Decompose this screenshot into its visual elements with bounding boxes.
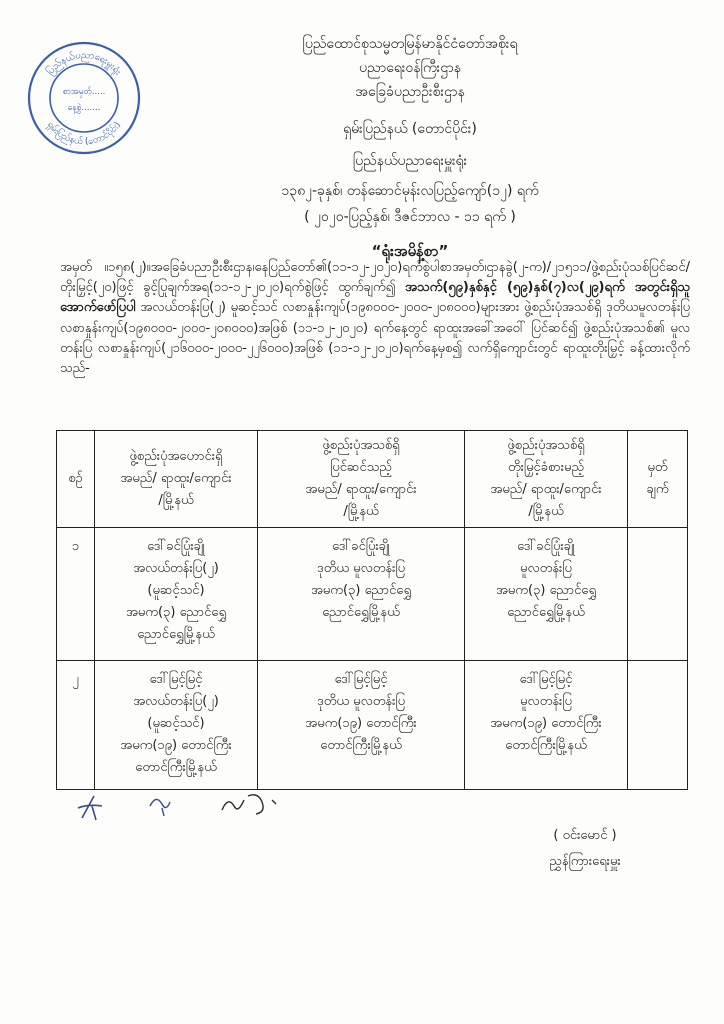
table-row (57, 528, 688, 661)
table-row (57, 661, 688, 790)
document-title: “ရုံးအမိန့်စာ” (371, 242, 449, 260)
stamp-line-2: နေ့စွဲ....... (67, 103, 101, 113)
signer-title: ညွှန်ကြားရေးမှူး (549, 854, 621, 869)
cell-promoted-structure: ဒေါ်ခင်ပြုံးချို မူလတန်းပြ အမက(၃) ညောင်ရွှေ ညောင်ရွှေမြို့နယ် (465, 528, 628, 661)
header-government: ပြည်ထောင်စုသမ္မတမြန်မာနိုင်ငံတော်အစိုးရ (302, 36, 518, 52)
header-amended-structure: ဖွဲ့စည်းပုံအသစ်ရှိ ပြင်ဆင်သည့် အမည်/ ရာထူး/ကျောင်း /မြို့နယ် (258, 431, 465, 528)
signer-name: ( ဝင်းမောင် ) (553, 828, 617, 843)
header-old-structure: ဖွဲ့စည်းပုံအဟောင်းရှိ အမည်/ ရာထူး/ကျောင်း /မြို့နယ် (95, 431, 258, 528)
cell-amended-structure: ဒေါ်မြင့်မြင့် ဒုတိယ မူလတန်းပြ အမက(၁၉) တောင်ကြီး တောင်ကြီးမြို့နယ် (258, 661, 465, 790)
office-stamp (26, 40, 142, 156)
cell-old-structure: ဒေါ်မြင့်မြင့် အလယ်တန်းပြ(၂) (မူဆင့်သင်) အမက(၁၉) တောင်ကြီး တောင်ကြီးမြို့နယ် (95, 661, 258, 790)
header-remarks: မှတ် ချက် (628, 431, 688, 528)
cell-remarks (628, 661, 688, 790)
cell-old-structure: ဒေါ်ခင်ပြုံးချို အလယ်တန်းပြ(၂) (မူဆင့်သင်) အမက(၃) ညောင်ရွှေ ညောင်ရွှေမြို့နယ် (95, 528, 258, 661)
promotion-table (56, 430, 688, 790)
order-text-part-1: အမှတ် ။၁၅၈(၂)။အခြေခံပညာဦးစီးဌာန၊နေပြည်တော်၏(၁၁-၁၂-၂၀၂၀)ရက်စွဲပါစာအမှတ်၊ဌာနခွဲ(၂-က)/၂၁၅၁၁/ဖွဲ့စည်းပုံသစ်ပြင်ဆင်/တိုးမြှင့်(၂၀)ဖြင့် ခွင့်ပြုချက်အရ(၁၁-၁၂-၂၀၂၀)ရက်စွဲဖြင့် ထွက်ချက်၍ (60, 260, 690, 296)
cell-serial: ၂ (57, 661, 95, 790)
header-myanmar-date: ၁၃၈၂-ခုနှစ်၊ တန်ဆောင်မုန်းလပြည့်ကျော်(၁၂) ရက် (281, 183, 539, 199)
order-paragraph (60, 258, 690, 379)
header-gregorian-date: ( ၂၀၂၀-ပြည့်နှစ်၊ ဒီဇင်ဘာလ - ၁၁ ရက် ) (304, 209, 516, 225)
stamp-text-top: ပြည်နယ်ပညာရေးမှူးရုံး (44, 49, 124, 78)
header-ministry: ပညာရေးဝန်ကြီးဌာန (359, 60, 461, 76)
table-header-row (57, 431, 688, 528)
header-department: အခြေခံပညာဦးစီးဌာန (355, 84, 465, 100)
header-promoted-structure: ဖွဲ့စည်းပုံအသစ်ရှိ တိုးမြှင့်ခံစားမည့် အမည်/ ရာထူး/ကျောင်း /မြို့နယ် (465, 431, 628, 528)
order-text-part-2: အလယ်တန်းပြ(၂) မူဆင့်သင် လစာနှုန်းကျပ်(၁၉၈၀၀၀-၂၀၀၀-၂၀၈၀၀၀)များအား ဖွဲ့စည်းပုံအသစ်ရှိ ဒုတိယမူလတန်းပြ လစာနှုန်းကျပ်(၁၉၈၀၀၀-၂၀၀၀-၂၀၈၀၀၀)အဖြစ် (၁၁-၁၂-၂၀၂၀) ရက်နေ့တွင် ရာထူးအခေါ်အဝေါ် ပြင်ဆင်၍ ဖွဲ့စည်းပုံအသစ်၏ မူလတန်းပြ လစာနှုန်းကျပ်(၂၁၆၀၀၀-၂၀၀၀-၂၂၆၀၀၀)အဖြစ် (၁၁-၁၂-၂၀၂၀)ရက်နေ့မှစ၍ လက်ရှိကျောင်းတွင် ရာထူးတိုးမြှင့် ခန့်ထားလိုက်သည်- (60, 300, 690, 377)
header-serial: စဉ် (57, 431, 95, 528)
order-text-bold: အသက်(၅၉)နှစ်နှင့် (၅၉)နှစ်(၇)လ(၂၉)ရက် အတွင်းရှိသူ အောက်ဖော်ပြပါ (60, 280, 690, 316)
cell-amended-structure: ဒေါ်ခင်ပြုံးချို ဒုတိယ မူလတန်းပြ အမက(၃) ညောင်ရွှေ ညောင်ရွှေမြို့နယ် (258, 528, 465, 661)
stamp-line-1: စာအမှတ်..... (62, 87, 106, 97)
header-state: ရှမ်းပြည်နယ် (တောင်ပိုင်း) (343, 121, 477, 137)
stamp-text-bottom: ရှမ်းပြည်နယ် (တောင်ပိုင်း) (45, 120, 123, 148)
header-office: ပြည်နယ်ပညာရေးမှူးရုံး (352, 153, 468, 169)
svg-text:ရှမ်းပြည်နယ် (တောင်ပိုင်း) (44, 120, 123, 147)
cell-remarks (628, 528, 688, 661)
cell-promoted-structure: ဒေါ်မြင့်မြင့် မူလတန်းပြ အမက(၁၉) တောင်ကြီး တောင်ကြီးမြို့နယ် (465, 661, 628, 790)
cell-serial: ၁ (57, 528, 95, 661)
handwritten-initials (72, 786, 292, 826)
